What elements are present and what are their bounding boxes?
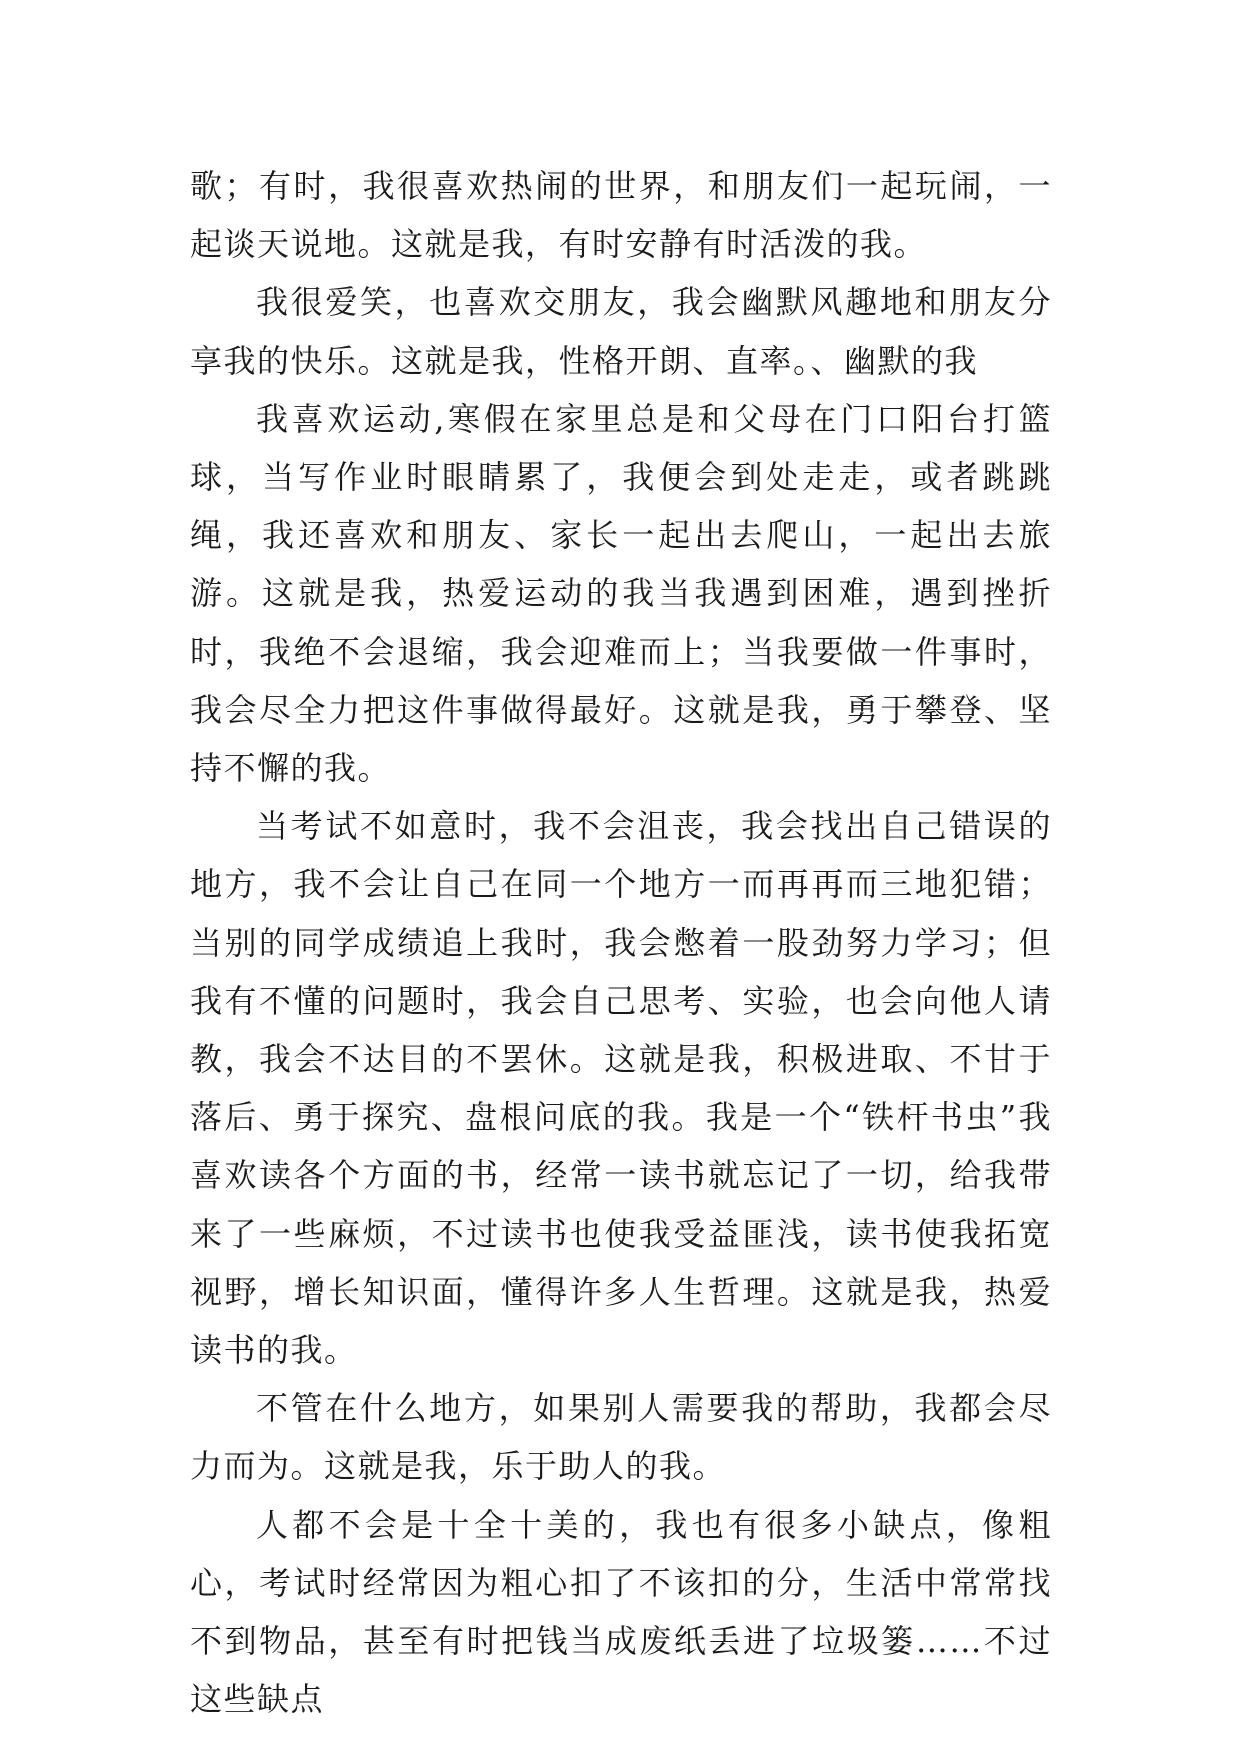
paragraph-5: 不管在什么地方，如果别人需要我的帮助，我都会尽力而为。这就是我，乐于助人的我。 (190, 1389, 1052, 1486)
paragraph-6: 人都不会是十全十美的，我也有很多小缺点，像粗心，考试时经常因为粗心扣了不该扣的分，生活中常常找不到物品，甚至有时把钱当成废纸丢进了垃圾篓……不过这些缺点 (190, 1505, 1052, 1719)
paragraph-2: 我很爱笑，也喜欢交朋友，我会幽默风趣地和朋友分享我的快乐。这就是我，性格开朗、直率。、幽默的我 (190, 283, 1052, 380)
paragraph-3: 我喜欢运动,寒假在家里总是和父母在门口阳台打篮球，当写作业时眼睛累了，我便会到处走走，或者跳跳绳，我还喜欢和朋友、家长一起出去爬山，一起出去旅游。这就是我，热爱运动的我当我遇到困难，遇到挫折时，我绝不会退缩，我会迎难而上；当我要做一件事时，我会尽全力把这件事做得最好。这就是我，勇于攀登、坚持不懈的我。 (190, 399, 1052, 788)
document-body (190, 157, 1052, 1728)
paragraph-4: 当考试不如意时，我不会沮丧，我会找出自己错误的地方，我不会让自己在同一个地方一而再再而三地犯错；当别的同学成绩追上我时，我会憋着一股劲努力学习；但我有不懂的问题时，我会自己思考、实验，也会向他人请教，我会不达目的不罢休。这就是我，积极进取、不甘于落后、勇于探究、盘根问底的我。我是一个“铁杆书虫”我喜欢读各个方面的书，经常一读书就忘记了一切，给我带来了一些麻烦，不过读书也使我受益匪浅，读书使我拓宽视野，增长知识面，懂得许多人生哲理。这就是我，热爱读书的我。 (190, 807, 1052, 1370)
paragraph-1: 歌；有时，我很喜欢热闹的世界，和朋友们一起玩闹，一起谈天说地。这就是我，有时安静有时活泼的我。 (190, 167, 1052, 264)
